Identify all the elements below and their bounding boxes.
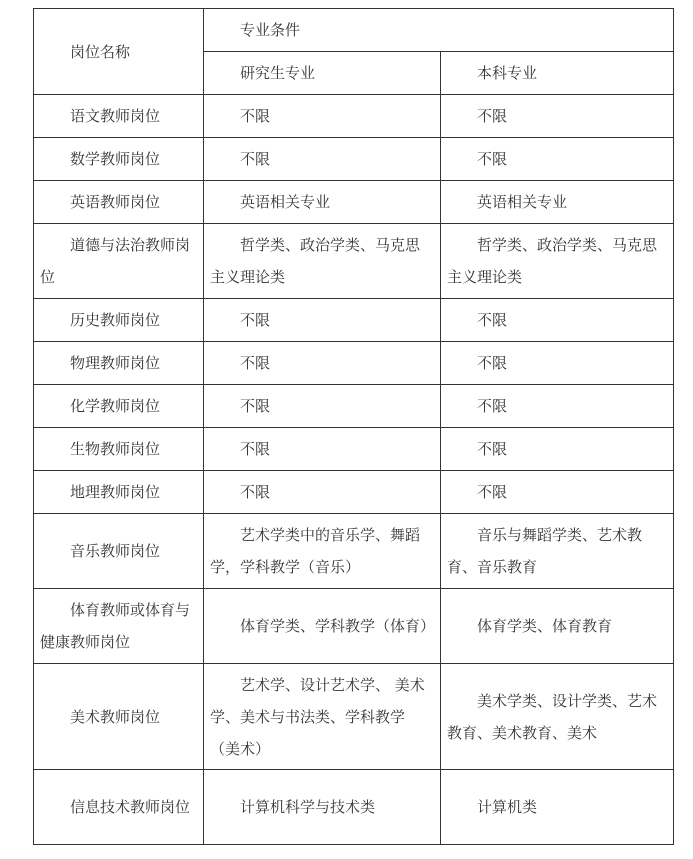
position-cell: 语文教师岗位 [34,95,204,138]
position-cell: 英语教师岗位 [34,181,204,224]
header-major-requirements: 专业条件 [204,9,674,52]
position-cell: 生物教师岗位 [34,428,204,471]
undergraduate-major-cell: 哲学类、政治学类、马克思主义理论类 [441,224,674,299]
table-row [34,428,674,471]
table-row [34,471,674,514]
position-cell: 音乐教师岗位 [34,514,204,589]
graduate-major-cell: 哲学类、政治学类、马克思主义理论类 [204,224,441,299]
graduate-major-cell: 不限 [204,342,441,385]
position-cell: 地理教师岗位 [34,471,204,514]
undergraduate-major-cell: 不限 [441,138,674,181]
header-graduate-major: 研究生专业 [204,52,441,95]
header-undergraduate-major: 本科专业 [441,52,674,95]
graduate-major-cell: 不限 [204,471,441,514]
undergraduate-major-cell: 不限 [441,428,674,471]
table-row [34,514,674,589]
position-cell: 美术教师岗位 [34,664,204,770]
undergraduate-major-cell: 不限 [441,385,674,428]
undergraduate-major-cell: 美术学类、设计学类、艺术教育、美术教育、美术 [441,664,674,770]
table-row [34,138,674,181]
position-cell: 道德与法治教师岗位 [34,224,204,299]
graduate-major-cell: 不限 [204,428,441,471]
graduate-major-cell: 英语相关专业 [204,181,441,224]
major-requirements-table [33,8,674,845]
position-cell: 数学教师岗位 [34,138,204,181]
graduate-major-cell: 计算机科学与技术类 [204,770,441,845]
undergraduate-major-cell: 计算机类 [441,770,674,845]
table-row [34,181,674,224]
position-cell: 化学教师岗位 [34,385,204,428]
table-row [34,342,674,385]
position-cell: 物理教师岗位 [34,342,204,385]
table-row [34,770,674,845]
undergraduate-major-cell: 不限 [441,299,674,342]
undergraduate-major-cell: 不限 [441,342,674,385]
graduate-major-cell: 艺术学类中的音乐学、舞蹈学，学科教学（音乐） [204,514,441,589]
undergraduate-major-cell: 不限 [441,95,674,138]
graduate-major-cell: 不限 [204,385,441,428]
undergraduate-major-cell: 不限 [441,471,674,514]
table-row [34,385,674,428]
graduate-major-cell: 不限 [204,299,441,342]
position-cell: 信息技术教师岗位 [34,770,204,845]
table-header-row [34,9,674,52]
undergraduate-major-cell: 音乐与舞蹈学类、艺术教育、音乐教育 [441,514,674,589]
graduate-major-cell: 艺术学、设计艺术学、 美术学、美术与书法类、学科教学（美术） [204,664,441,770]
graduate-major-cell: 不限 [204,138,441,181]
position-cell: 体育教师或体育与健康教师岗位 [34,589,204,664]
undergraduate-major-cell: 体育学类、体育教育 [441,589,674,664]
table-row [34,224,674,299]
graduate-major-cell: 体育学类、学科教学（体育） [204,589,441,664]
graduate-major-cell: 不限 [204,95,441,138]
table-row [34,299,674,342]
header-position-name: 岗位名称 [34,9,204,95]
undergraduate-major-cell: 英语相关专业 [441,181,674,224]
position-cell: 历史教师岗位 [34,299,204,342]
table-row [34,664,674,770]
table-row [34,589,674,664]
table-row [34,95,674,138]
